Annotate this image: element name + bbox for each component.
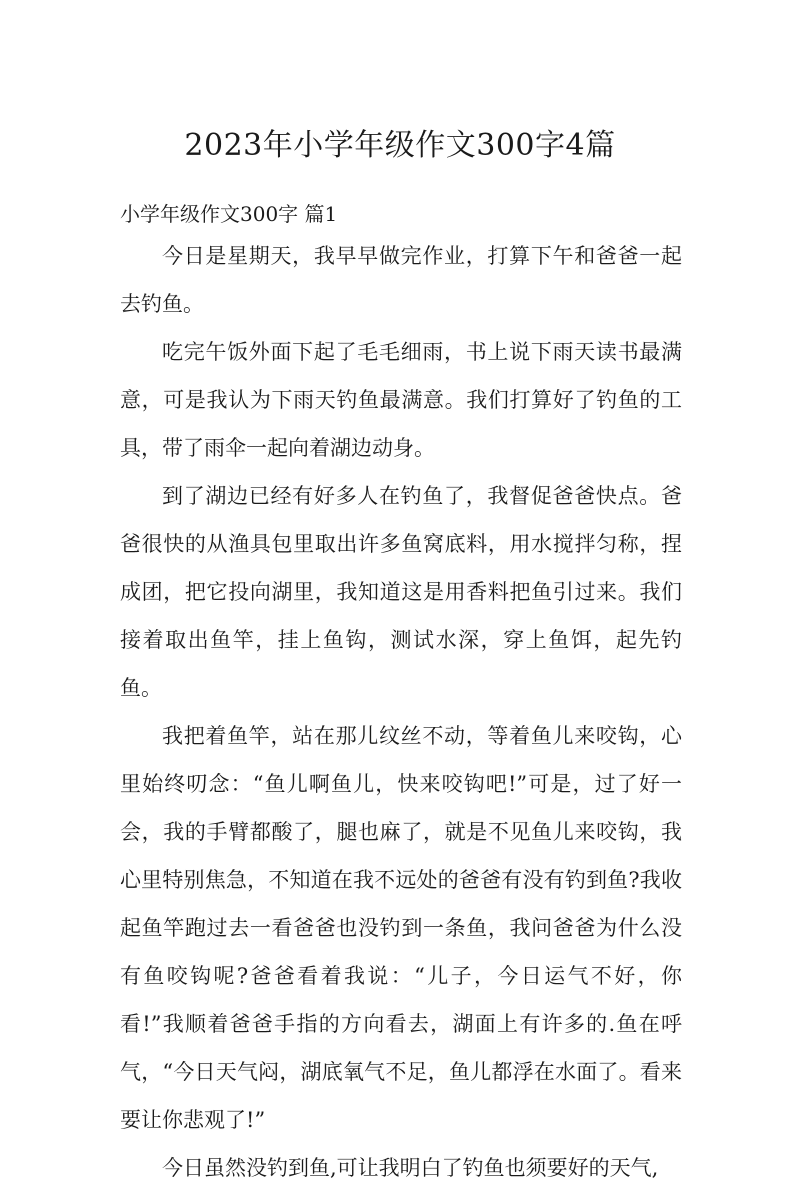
paragraph-2: 吃完午饭外面下起了毛毛细雨，书上说下雨天读书最满意，可是我认为下雨天钓鱼最满意。我们打算好了钓鱼的工具，带了雨伞一起向着湖边动身。 bbox=[120, 340, 682, 460]
section-heading: 小学年级作文300字 篇1 bbox=[120, 202, 338, 226]
document-body bbox=[120, 232, 682, 1192]
paragraph-5: 今日虽然没钓到鱼,可让我明白了钓鱼也须要好的天气, bbox=[162, 1156, 659, 1180]
paragraph-3: 到了湖边已经有好多人在钓鱼了，我督促爸爸快点。爸爸很快的从渔具包里取出许多鱼窝底料，用水搅拌匀称，捏成团，把它投向湖里，我知道这是用香料把鱼引过来。我们接着取出鱼竿，挂上鱼钩，测试水深，穿上鱼饵，起先钓鱼。 bbox=[120, 484, 682, 700]
paragraph-1: 今日是星期天，我早早做完作业，打算下午和爸爸一起去钓鱼。 bbox=[120, 244, 682, 316]
document-title: 2023年小学年级作文300字4篇 bbox=[184, 128, 616, 163]
paragraph-4: 我把着鱼竿，站在那儿纹丝不动，等着鱼儿来咬钩，心里始终叨念：“鱼儿啊鱼儿，快来咬钩吧!”可是，过了好一会，我的手臂都酸了，腿也麻了，就是不见鱼儿来咬钩，我心里特别焦急，不知道在我不远处的爸爸有没有钓到鱼?我收起鱼竿跑过去一看爸爸也没钓到一条鱼，我问爸爸为什么没有鱼咬钩呢?爸爸看着我说：“儿子，今日运气不好，你看!”我顺着爸爸手指的方向看去，湖面上有许多的.鱼在呼气，“今日天气闷，湖底氧气不足，鱼儿都浮在水面了。看来要让你悲观了!” bbox=[120, 724, 682, 1132]
